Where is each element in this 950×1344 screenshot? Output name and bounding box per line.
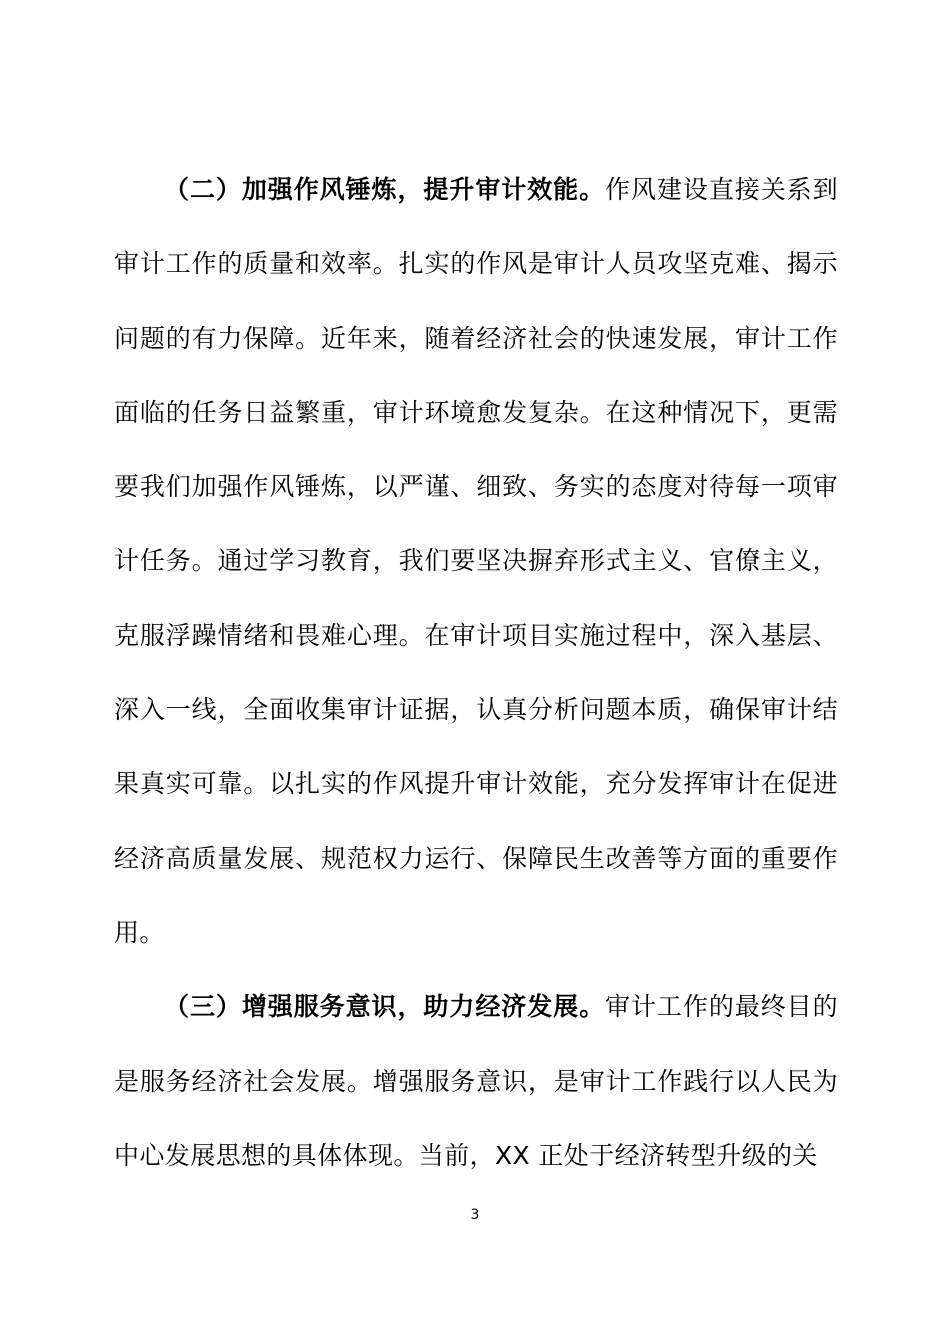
paragraph-heading: （二）加强作风锤炼，提升审计效能。	[164, 175, 606, 204]
paragraph-section-3	[114, 970, 838, 1193]
paragraph-body: 作风建设直接关系到审计工作的质量和效率。扎实的作风是审计人员攻坚克难、揭示问题的有力保障。近年来，随着经济社会的快速发展，审计工作面临的任务日益繁重，审计环境愈发复杂。在这种情况下，更需要我们加强作风锤炼，以严谨、细致、务实的态度对待每一项审计任务。通过学习教育，我们要坚决摒弃形式主义、官僚主义，克服浮躁情绪和畏难心理。在审计项目实施过程中，深入基层、深入一线，全面收集审计证据，认真分析问题本质，确保审计结果真实可靠。以扎实的作风提升审计效能，充分发挥审计在促进经济高质量发展、规范权力运行、保障民生改善等方面的重要作用。	[114, 175, 838, 947]
paragraph-body: 审计工作的最终目的是服务经济社会发展。增强服务意识，是审计工作践行以人民为中心发展思想的具体体现。当前，XX 正处于经济转型升级的关	[114, 992, 838, 1170]
paragraph-section-2	[114, 153, 838, 970]
paragraph-heading: （三）增强服务意识，助力经济发展。	[164, 992, 606, 1022]
document-body	[114, 153, 838, 1193]
page-number: 3	[470, 1207, 480, 1223]
